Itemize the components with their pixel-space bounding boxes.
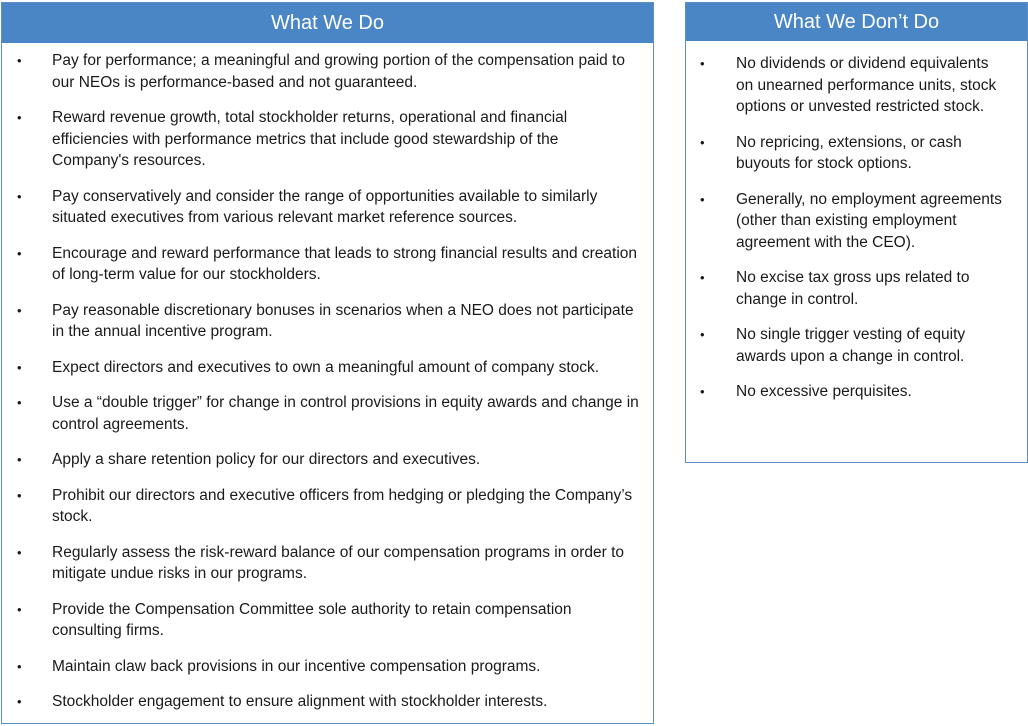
bullet-icon: •	[17, 395, 22, 410]
bullet-icon: •	[17, 544, 22, 560]
list-item-text: No single trigger vesting of equity awards upon a change in control.	[736, 326, 966, 365]
bullet-icon: •	[17, 53, 22, 68]
bullet-icon: •	[17, 694, 22, 709]
list-item-text: Encourage and reward performance that leads to strong financial results and creation of long-term value for our stockholders.	[52, 244, 638, 283]
bullet-icon: •	[700, 270, 705, 285]
bullet-icon: •	[700, 384, 705, 399]
list-item-text: Provide the Compensation Committee sole authority to retain compensation consulting firms.	[52, 600, 572, 639]
list-item-text: No dividends or dividend equivalents on unearned performance units, stock options or unvested restricted stock.	[736, 55, 997, 115]
list-item-text: No repricing, extensions, or cash buyouts for stock options.	[736, 133, 962, 172]
bullet-icon: •	[17, 487, 22, 503]
bullet-icon: •	[17, 302, 22, 318]
list-item	[2, 300, 653, 343]
list-item	[2, 599, 653, 642]
list-item	[686, 267, 1027, 310]
list-item-text: Use a “double trigger” for change in control provisions in equity awards and change in control agreements.	[52, 394, 639, 433]
list-item-text: Reward revenue growth, total stockholder returns, operational and financial efficiencies with performance metrics that include good stewardship of the Company's resources.	[52, 109, 568, 169]
what-we-dont-do-panel	[685, 2, 1028, 463]
what-we-dont-do-title: What We Don’t Do	[686, 3, 1027, 41]
list-item-text: Pay for performance; a meaningful and growing portion of the compensation paid to our NEOs is performance-based and not guaranteed.	[52, 52, 625, 91]
list-item	[2, 392, 653, 435]
list-item	[2, 656, 653, 678]
list-item-text: Generally, no employment agreements (other than existing employment agreement with the CEO).	[736, 190, 1002, 251]
bullet-icon: •	[17, 188, 22, 204]
what-we-dont-do-list	[686, 41, 1027, 403]
bullet-icon: •	[17, 245, 22, 261]
list-item-text: No excise tax gross ups related to change in control.	[736, 269, 970, 308]
list-item-text: Pay reasonable discretionary bonuses in scenarios when a NEO does not participate in the annual incentive program.	[52, 301, 634, 340]
list-item-text: Expect directors and executives to own a meaningful amount of company stock.	[52, 358, 600, 376]
bullet-icon: •	[17, 110, 22, 125]
bullet-icon: •	[700, 134, 705, 150]
what-we-do-panel	[1, 2, 654, 724]
list-item	[2, 50, 653, 93]
list-item	[686, 381, 1027, 403]
list-item	[686, 324, 1027, 367]
list-item	[686, 189, 1027, 254]
list-item-text: Regularly assess the risk-reward balance of our compensation programs in order to mitigate undue risks in our programs.	[52, 543, 625, 582]
list-item-text: Stockholder engagement to ensure alignment with stockholder interests.	[52, 693, 548, 710]
list-item	[2, 107, 653, 172]
list-item	[2, 357, 653, 379]
list-item-text: No excessive perquisites.	[736, 383, 912, 400]
bullet-icon: •	[700, 191, 705, 207]
list-item	[2, 691, 653, 713]
bullet-icon: •	[17, 658, 22, 674]
bullet-icon: •	[700, 56, 705, 71]
list-item-text: Prohibit our directors and executive officers from hedging or pledging the Company’s stock.	[52, 486, 633, 525]
list-item-text: Pay conservatively and consider the range of opportunities available to similarly situated executives from various relevant market reference sources.	[52, 187, 598, 226]
list-item	[2, 243, 653, 286]
what-we-do-title: What We Do	[2, 3, 653, 43]
list-item	[2, 186, 653, 229]
bullet-icon: •	[17, 359, 22, 375]
list-item	[2, 485, 653, 528]
list-item	[2, 542, 653, 585]
bullet-icon: •	[700, 327, 705, 342]
list-item-text: Maintain claw back provisions in our incentive compensation programs.	[52, 657, 541, 675]
bullet-icon: •	[17, 601, 22, 617]
bullet-icon: •	[17, 452, 22, 467]
list-item	[686, 53, 1027, 118]
list-item	[2, 449, 653, 471]
list-item	[686, 132, 1027, 175]
what-we-do-list	[2, 43, 653, 713]
list-item-text: Apply a share retention policy for our directors and executives.	[52, 451, 481, 468]
